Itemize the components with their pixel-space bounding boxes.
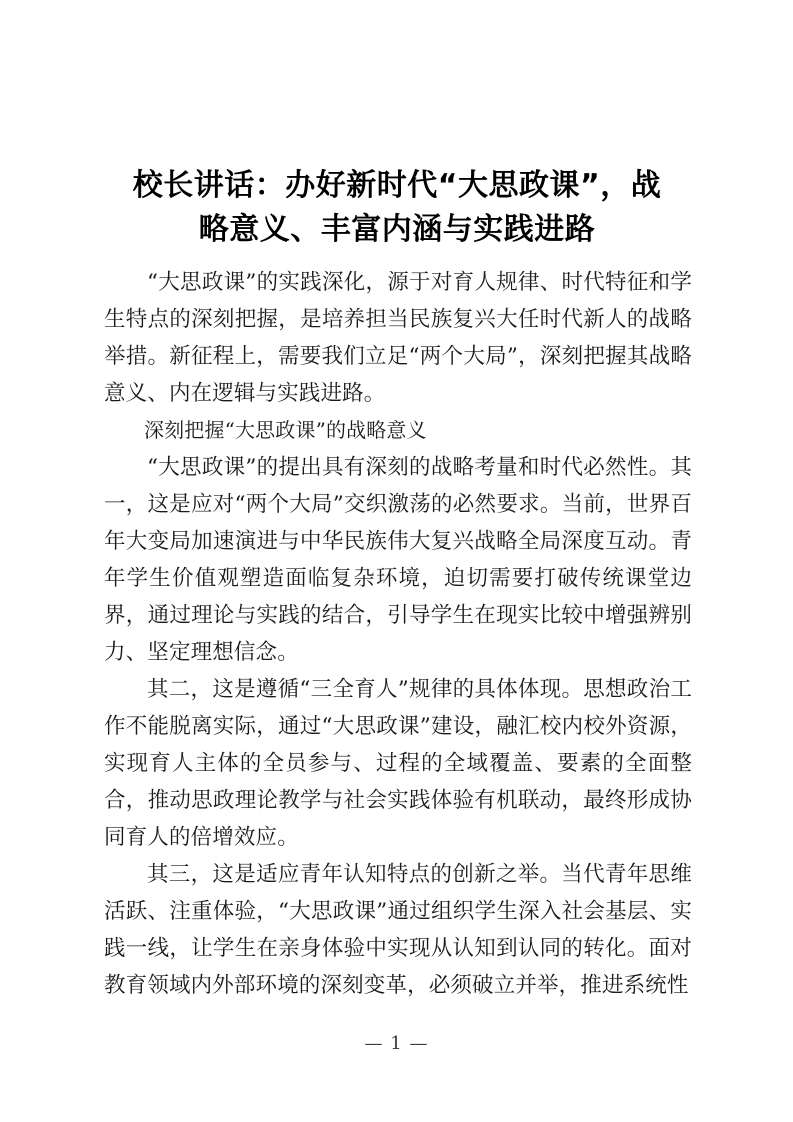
body-paragraph-4: 其三，这是适应青年认知特点的创新之举。当代青年思维活跃、注重体验，“大思政课”通过组织学生深入社会基层、实践一线，让学生在亲身体验中实现从认知到认同的转化。面对教育领域内外部环境的深刻变革，必须破立并举，推进系统性 <box>104 862 692 998</box>
page-number-footer: — 1 — <box>364 1033 429 1054</box>
body-paragraph-1: “大思政课”的实践深化，源于对育人规律、时代特征和学生特点的深刻把握，是培养担当民族复兴大任时代新人的战略举措。新征程上，需要我们立足“两个大局”，深刻把握其战略意义、内在逻辑与实践进路。 <box>104 270 692 406</box>
document-body <box>104 264 692 1004</box>
page-title-line-1: 校长讲话：办好新时代“大思政课”，战 <box>132 168 662 204</box>
body-paragraph-2: “大思政课”的提出具有深刻的战略考量和时代必然性。其一，这是应对“两个大局”交织激荡的必然要求。当前，世界百年大变局加速演进与中华民族伟大复兴战略全局深度互动。青年学生价值观塑造面临复杂环境，迫切需要打破传统课堂边界，通过理论与实践的结合，引导学生在现实比较中增强辨别力、坚定理想信念。 <box>104 455 692 665</box>
section-heading-1: 深刻把握“大思政课”的战略意义 <box>144 418 427 442</box>
page-title-line-2: 略意义、丰富内涵与实践进路 <box>198 212 596 248</box>
body-paragraph-3: 其二，这是遵循“三全育人”规律的具体体现。思想政治工作不能脱离实际，通过“大思政课”建设，融汇校内校外资源，实现育人主体的全员参与、过程的全域覆盖、要素的全面整合，推动思政理论教学与社会实践体验有机联动，最终形成协同育人的倍增效应。 <box>104 677 692 850</box>
page-title <box>104 164 690 252</box>
